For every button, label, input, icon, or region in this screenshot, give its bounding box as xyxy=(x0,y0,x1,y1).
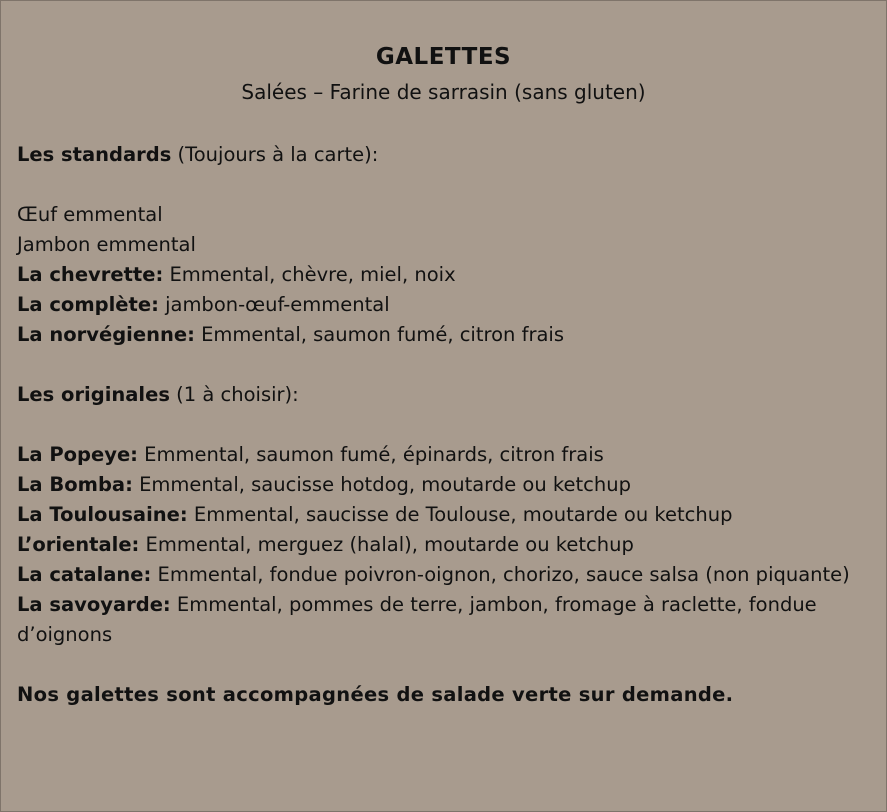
item-name: La chevrette: xyxy=(17,263,164,286)
menu-item xyxy=(17,260,869,290)
item-name: La Popeye: xyxy=(17,443,138,466)
section-title: Les standards xyxy=(17,143,172,166)
section-note: (1 à choisir): xyxy=(169,383,299,406)
menu-item xyxy=(17,530,869,560)
menu-item xyxy=(17,560,869,590)
menu-content xyxy=(17,140,869,710)
item-name: La Toulousaine: xyxy=(17,503,188,526)
item-desc: Emmental, saucisse de Toulouse, moutarde ou ketchup xyxy=(187,503,733,526)
section-title: Les originales xyxy=(17,383,170,406)
item-name: L’orientale: xyxy=(17,533,140,556)
item-name: La savoyarde: xyxy=(17,593,171,616)
item-desc: Jambon emmental xyxy=(17,233,196,256)
item-desc: Emmental, chèvre, miel, noix xyxy=(163,263,456,286)
item-desc: Emmental, saucisse hotdog, moutarde ou ketchup xyxy=(132,473,631,496)
menu-item xyxy=(17,470,869,500)
menu-item xyxy=(17,320,869,350)
menu-item xyxy=(17,440,869,470)
item-desc: Emmental, saumon fumé, citron frais xyxy=(194,323,564,346)
page-title: GALETTES xyxy=(375,44,512,70)
menu-item xyxy=(17,500,869,530)
item-name: La norvégienne: xyxy=(17,323,195,346)
originales-heading xyxy=(17,380,869,410)
item-desc: jambon-œuf-emmental xyxy=(158,293,390,316)
menu-item xyxy=(17,200,869,230)
item-desc: Emmental, merguez (halal), moutarde ou ketchup xyxy=(139,533,634,556)
standards-heading xyxy=(17,140,869,170)
item-name: La Bomba: xyxy=(17,473,133,496)
item-desc: Emmental, fondue poivron-oignon, chorizo, sauce salsa (non piquante) xyxy=(151,563,850,586)
item-desc: Œuf emmental xyxy=(17,203,163,226)
item-desc: Emmental, saumon fumé, épinards, citron frais xyxy=(137,443,604,466)
item-name: La complète: xyxy=(17,293,159,316)
section-note: (Toujours à la carte): xyxy=(171,143,379,166)
menu-item xyxy=(17,590,869,650)
item-desc: Emmental, pommes de terre, jambon, fromage à raclette, fondue d’oignons xyxy=(17,593,817,646)
menu-item xyxy=(17,290,869,320)
footer-note: Nos galettes sont accompagnées de salade verte sur demande. xyxy=(17,683,734,706)
item-name: La catalane: xyxy=(17,563,152,586)
page-subtitle: Salées – Farine de sarrasin (sans gluten) xyxy=(241,80,646,104)
menu-item xyxy=(17,230,869,260)
